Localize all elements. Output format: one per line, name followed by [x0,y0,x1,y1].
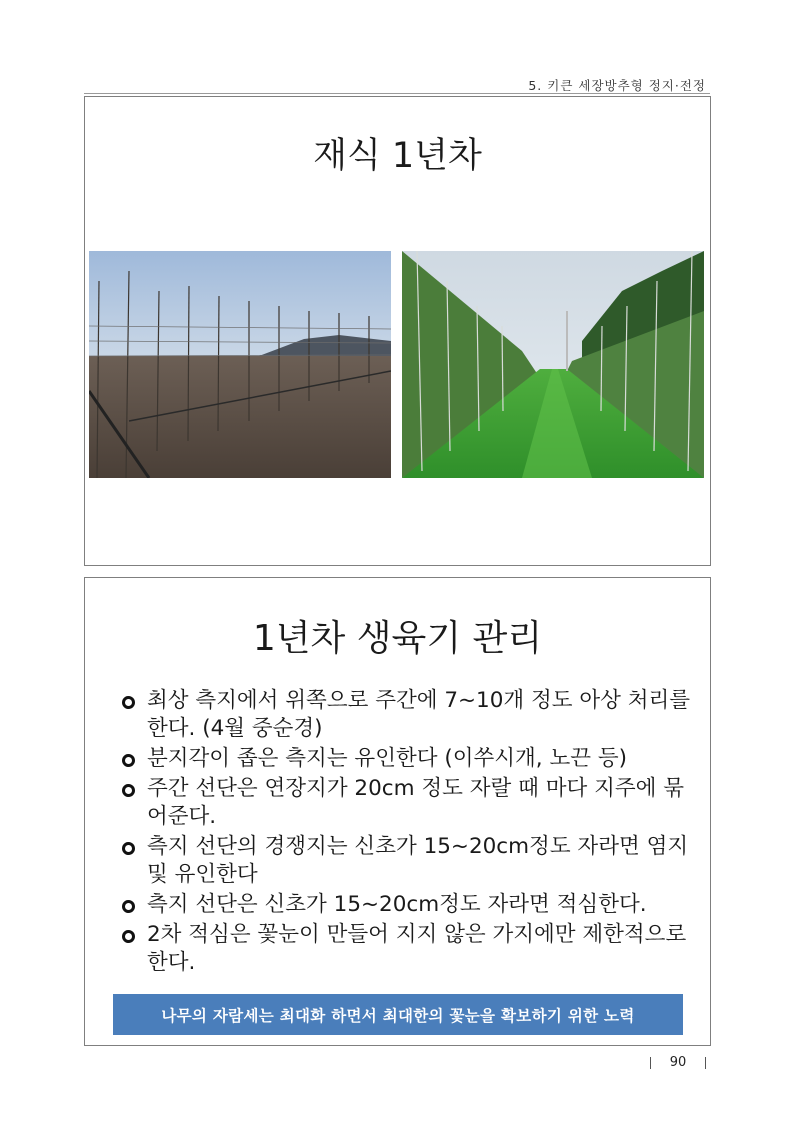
bullet-icon [122,900,135,913]
list-item-text: 분지각이 좁은 측지는 유인한다 (이쑤시개, 노끈 등) [147,746,627,771]
page-number [650,1055,706,1070]
slide-growing-season-management [84,577,711,1046]
list-item [119,687,699,743]
bullet-icon [122,930,135,943]
list-item [119,745,699,773]
list-item [119,921,699,977]
list-item-text: 측지 선단의 경쟁지는 신초가 15~20cm정도 자라면 염지 및 유인한다 [147,834,689,887]
summary-banner: 나무의 자람세는 최대화 하면서 최대한의 꽃눈을 확보하기 위한 노력 [113,994,683,1035]
list-item [119,775,699,831]
list-item [119,891,699,919]
header-rule [84,93,710,94]
slide-planting-year1 [84,96,711,566]
page-number-text: 90 [669,1055,687,1070]
bullet-list [119,687,699,979]
list-item-text: 최상 측지에서 위쪽으로 주간에 7~10개 정도 아상 처리를 한다. (4월 중순경) [147,688,691,741]
list-item-text: 주간 선단은 연장지가 20cm 정도 자랄 때 마다 지주에 묶어준다. [147,776,685,829]
bullet-icon [122,842,135,855]
divider [705,1057,706,1069]
divider [650,1057,651,1069]
list-item-text: 측지 선단은 신초가 15~20cm정도 자라면 적심한다. [147,892,647,917]
running-header: 5. 키큰 세장방추형 정지·전정 [528,78,706,93]
bullet-icon [122,696,135,709]
bullet-icon [122,754,135,767]
slide-title: 재식 1년차 [313,136,482,176]
list-item [119,833,699,889]
slide-title: 1년차 생육기 관리 [252,618,543,659]
orchard-dormant-photo [89,251,391,478]
orchard-growing-photo [402,251,704,478]
list-item-text: 2차 적심은 꽃눈이 만들어 지지 않은 가지에만 제한적으로 한다. [147,922,687,975]
bullet-icon [122,784,135,797]
